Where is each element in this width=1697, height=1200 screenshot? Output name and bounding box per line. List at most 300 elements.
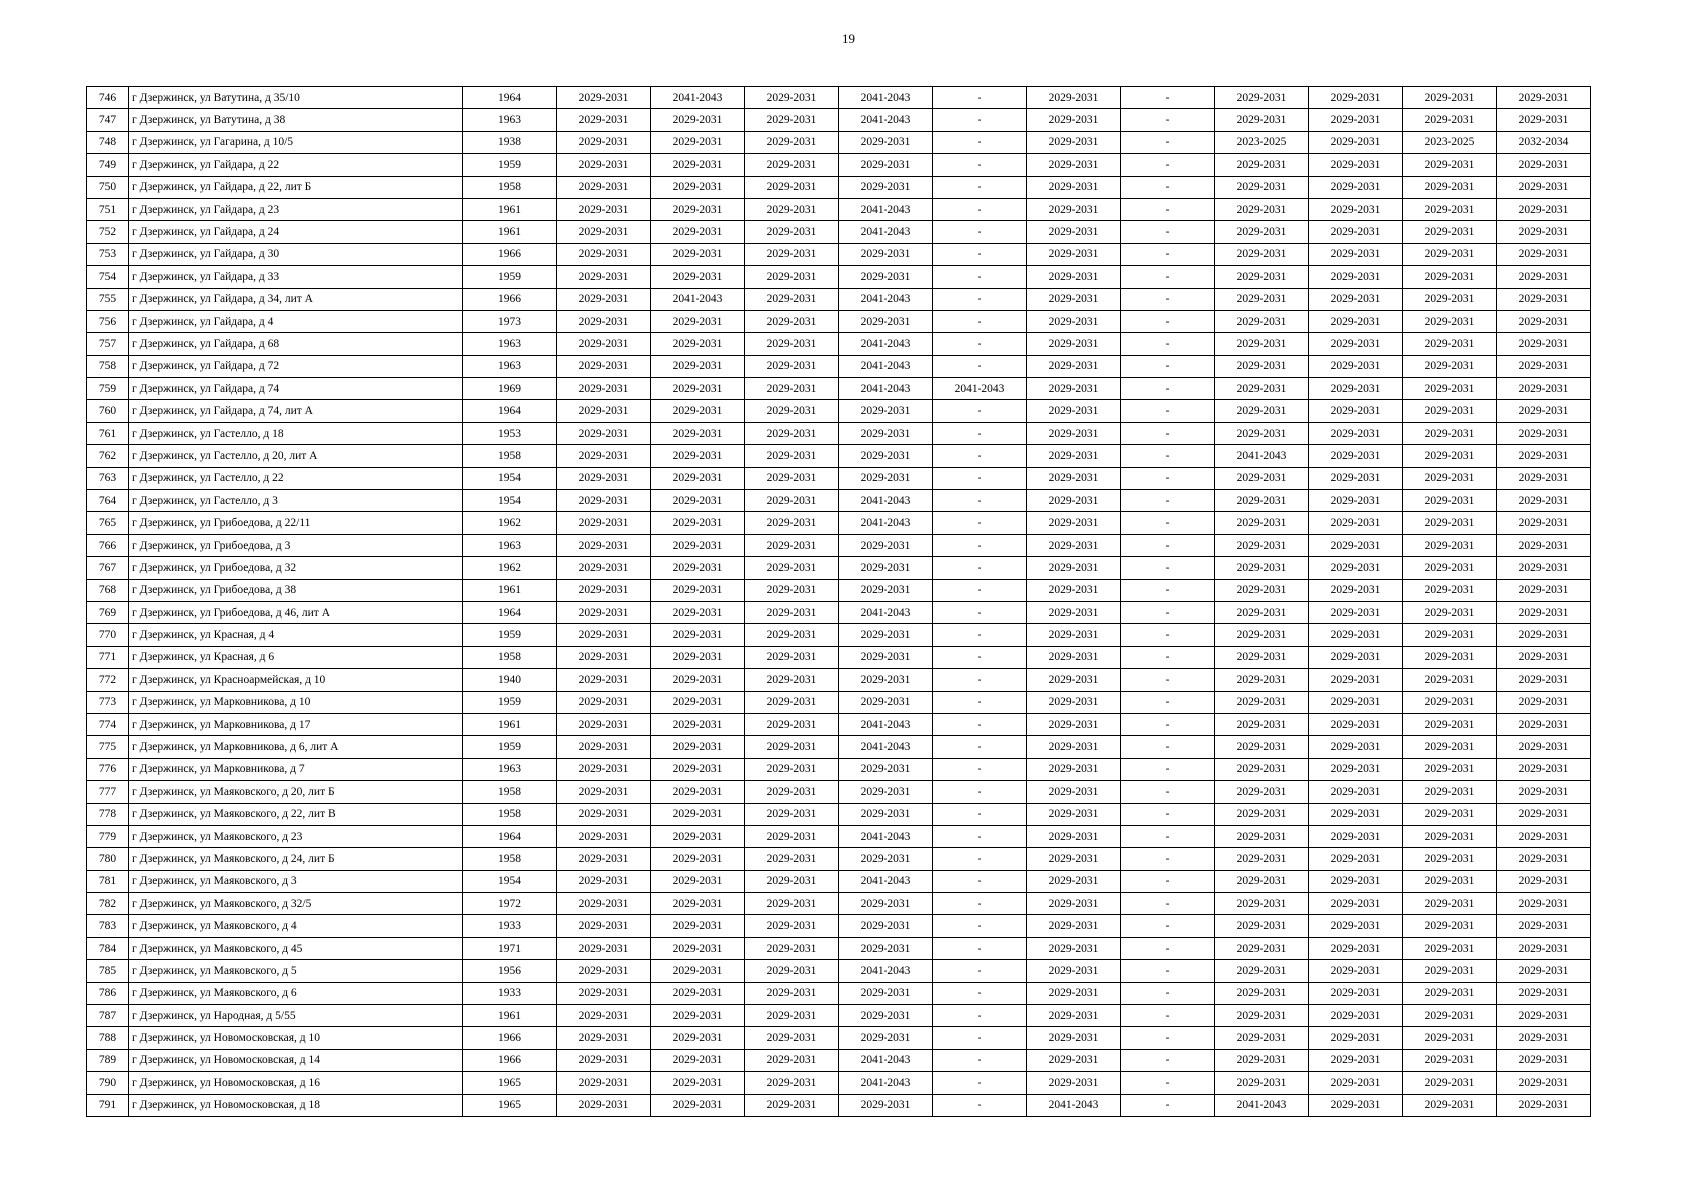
cell-col-4: 2029-2031 <box>557 893 651 915</box>
table-row <box>87 176 1591 198</box>
cell-col-9: 2029-2031 <box>1027 176 1121 198</box>
table-row <box>87 310 1591 332</box>
cell-col-8: - <box>933 109 1027 131</box>
cell-build-year: 1954 <box>463 870 557 892</box>
cell-col-8: - <box>933 288 1027 310</box>
registry-table <box>86 86 1591 1117</box>
cell-col-5: 2029-2031 <box>651 937 745 959</box>
cell-col-4: 2029-2031 <box>557 131 651 153</box>
cell-col-9: 2029-2031 <box>1027 1072 1121 1094</box>
cell-col-7: 2041-2043 <box>839 221 933 243</box>
cell-col-6: 2029-2031 <box>745 221 839 243</box>
cell-col-11: 2029-2031 <box>1215 915 1309 937</box>
cell-col-8: - <box>933 937 1027 959</box>
cell-col-10: - <box>1121 221 1215 243</box>
cell-col-11: 2029-2031 <box>1215 266 1309 288</box>
cell-col-14: 2029-2031 <box>1497 221 1591 243</box>
cell-col-7: 2041-2043 <box>839 825 933 847</box>
cell-col-12: 2029-2031 <box>1309 646 1403 668</box>
cell-col-4: 2029-2031 <box>557 467 651 489</box>
cell-build-year: 1958 <box>463 646 557 668</box>
cell-col-14: 2029-2031 <box>1497 915 1591 937</box>
cell-col-6: 2029-2031 <box>745 333 839 355</box>
cell-row-number: 770 <box>87 624 129 646</box>
cell-col-7: 2029-2031 <box>839 422 933 444</box>
cell-col-5: 2029-2031 <box>651 1049 745 1071</box>
cell-col-5: 2029-2031 <box>651 870 745 892</box>
cell-address: г Дзержинск, ул Народная, д 5/55 <box>129 1005 463 1027</box>
cell-col-4: 2029-2031 <box>557 937 651 959</box>
cell-col-5: 2029-2031 <box>651 601 745 623</box>
cell-address: г Дзержинск, ул Гайдара, д 68 <box>129 333 463 355</box>
cell-col-7: 2029-2031 <box>839 400 933 422</box>
cell-col-8: - <box>933 669 1027 691</box>
cell-col-7: 2029-2031 <box>839 893 933 915</box>
cell-col-5: 2029-2031 <box>651 221 745 243</box>
cell-col-8: - <box>933 960 1027 982</box>
cell-row-number: 774 <box>87 713 129 735</box>
cell-col-5: 2029-2031 <box>651 893 745 915</box>
cell-col-10: - <box>1121 1027 1215 1049</box>
cell-col-4: 2029-2031 <box>557 1049 651 1071</box>
cell-build-year: 1954 <box>463 467 557 489</box>
cell-col-6: 2029-2031 <box>745 758 839 780</box>
cell-col-7: 2041-2043 <box>839 109 933 131</box>
cell-row-number: 769 <box>87 601 129 623</box>
cell-row-number: 765 <box>87 512 129 534</box>
cell-col-8: - <box>933 1094 1027 1116</box>
cell-col-12: 2029-2031 <box>1309 803 1403 825</box>
table-row <box>87 333 1591 355</box>
cell-col-10: - <box>1121 534 1215 556</box>
cell-col-7: 2029-2031 <box>839 937 933 959</box>
cell-col-8: - <box>933 176 1027 198</box>
cell-col-7: 2041-2043 <box>839 512 933 534</box>
cell-col-7: 2029-2031 <box>839 176 933 198</box>
cell-col-13: 2029-2031 <box>1403 1027 1497 1049</box>
cell-col-8: - <box>933 601 1027 623</box>
cell-col-12: 2029-2031 <box>1309 1027 1403 1049</box>
cell-col-9: 2029-2031 <box>1027 266 1121 288</box>
cell-col-12: 2029-2031 <box>1309 669 1403 691</box>
cell-build-year: 1962 <box>463 512 557 534</box>
cell-col-9: 2029-2031 <box>1027 982 1121 1004</box>
cell-col-12: 2029-2031 <box>1309 601 1403 623</box>
cell-col-5: 2029-2031 <box>651 154 745 176</box>
cell-col-10: - <box>1121 378 1215 400</box>
cell-col-6: 2029-2031 <box>745 669 839 691</box>
cell-build-year: 1971 <box>463 937 557 959</box>
table-row <box>87 579 1591 601</box>
cell-row-number: 762 <box>87 445 129 467</box>
cell-build-year: 1959 <box>463 624 557 646</box>
cell-col-4: 2029-2031 <box>557 1072 651 1094</box>
cell-col-6: 2029-2031 <box>745 915 839 937</box>
cell-col-14: 2029-2031 <box>1497 1005 1591 1027</box>
cell-col-9: 2029-2031 <box>1027 736 1121 758</box>
cell-col-7: 2029-2031 <box>839 624 933 646</box>
cell-col-12: 2029-2031 <box>1309 781 1403 803</box>
cell-address: г Дзержинск, ул Марковникова, д 6, лит А <box>129 736 463 758</box>
cell-col-9: 2029-2031 <box>1027 713 1121 735</box>
cell-build-year: 1933 <box>463 915 557 937</box>
cell-col-5: 2029-2031 <box>651 131 745 153</box>
cell-col-8: - <box>933 825 1027 847</box>
cell-col-5: 2029-2031 <box>651 512 745 534</box>
cell-build-year: 1958 <box>463 445 557 467</box>
cell-col-6: 2029-2031 <box>745 1005 839 1027</box>
cell-build-year: 1959 <box>463 266 557 288</box>
cell-col-12: 2029-2031 <box>1309 333 1403 355</box>
cell-col-10: - <box>1121 355 1215 377</box>
cell-build-year: 1966 <box>463 1049 557 1071</box>
cell-col-14: 2029-2031 <box>1497 1072 1591 1094</box>
cell-col-7: 2029-2031 <box>839 154 933 176</box>
cell-col-10: - <box>1121 579 1215 601</box>
cell-build-year: 1961 <box>463 198 557 220</box>
cell-col-9: 2029-2031 <box>1027 1049 1121 1071</box>
table-row <box>87 557 1591 579</box>
cell-col-11: 2029-2031 <box>1215 781 1309 803</box>
cell-col-8: - <box>933 893 1027 915</box>
cell-col-5: 2029-2031 <box>651 445 745 467</box>
cell-col-5: 2029-2031 <box>651 557 745 579</box>
table-row <box>87 131 1591 153</box>
cell-col-4: 2029-2031 <box>557 422 651 444</box>
cell-col-10: - <box>1121 1094 1215 1116</box>
cell-col-14: 2029-2031 <box>1497 870 1591 892</box>
cell-col-6: 2029-2031 <box>745 736 839 758</box>
table-row <box>87 288 1591 310</box>
cell-col-14: 2029-2031 <box>1497 713 1591 735</box>
cell-col-4: 2029-2031 <box>557 781 651 803</box>
cell-col-11: 2029-2031 <box>1215 221 1309 243</box>
cell-address: г Дзержинск, ул Новомосковская, д 18 <box>129 1094 463 1116</box>
cell-col-6: 2029-2031 <box>745 154 839 176</box>
table-row <box>87 960 1591 982</box>
cell-col-8: - <box>933 713 1027 735</box>
cell-col-5: 2029-2031 <box>651 355 745 377</box>
table-row <box>87 870 1591 892</box>
cell-col-5: 2029-2031 <box>651 422 745 444</box>
cell-address: г Дзержинск, ул Красноармейская, д 10 <box>129 669 463 691</box>
cell-row-number: 779 <box>87 825 129 847</box>
cell-col-6: 2029-2031 <box>745 467 839 489</box>
cell-col-8: - <box>933 534 1027 556</box>
cell-col-7: 2041-2043 <box>839 378 933 400</box>
table-row <box>87 781 1591 803</box>
cell-col-11: 2029-2031 <box>1215 1027 1309 1049</box>
cell-col-9: 2029-2031 <box>1027 534 1121 556</box>
cell-col-5: 2029-2031 <box>651 378 745 400</box>
cell-col-9: 2029-2031 <box>1027 669 1121 691</box>
cell-row-number: 768 <box>87 579 129 601</box>
cell-col-4: 2029-2031 <box>557 1094 651 1116</box>
cell-col-10: - <box>1121 154 1215 176</box>
cell-col-11: 2029-2031 <box>1215 803 1309 825</box>
cell-col-10: - <box>1121 490 1215 512</box>
cell-col-9: 2029-2031 <box>1027 467 1121 489</box>
cell-col-8: - <box>933 781 1027 803</box>
cell-col-8: - <box>933 1027 1027 1049</box>
cell-build-year: 1965 <box>463 1072 557 1094</box>
table-row <box>87 512 1591 534</box>
cell-col-8: - <box>933 691 1027 713</box>
table-row <box>87 736 1591 758</box>
cell-address: г Дзержинск, ул Грибоедова, д 46, лит А <box>129 601 463 623</box>
cell-address: г Дзержинск, ул Марковникова, д 7 <box>129 758 463 780</box>
cell-col-11: 2029-2031 <box>1215 893 1309 915</box>
cell-row-number: 764 <box>87 490 129 512</box>
cell-col-10: - <box>1121 601 1215 623</box>
cell-col-10: - <box>1121 825 1215 847</box>
cell-row-number: 754 <box>87 266 129 288</box>
cell-col-11: 2029-2031 <box>1215 736 1309 758</box>
table-row <box>87 445 1591 467</box>
cell-build-year: 1964 <box>463 400 557 422</box>
cell-col-8: - <box>933 333 1027 355</box>
cell-col-14: 2029-2031 <box>1497 1094 1591 1116</box>
cell-col-12: 2029-2031 <box>1309 579 1403 601</box>
cell-col-14: 2029-2031 <box>1497 960 1591 982</box>
cell-col-7: 2041-2043 <box>839 736 933 758</box>
cell-col-11: 2029-2031 <box>1215 490 1309 512</box>
cell-col-7: 2029-2031 <box>839 915 933 937</box>
cell-col-11: 2029-2031 <box>1215 1049 1309 1071</box>
cell-col-4: 2029-2031 <box>557 87 651 109</box>
cell-address: г Дзержинск, ул Маяковского, д 6 <box>129 982 463 1004</box>
cell-address: г Дзержинск, ул Гайдара, д 4 <box>129 310 463 332</box>
cell-col-14: 2029-2031 <box>1497 266 1591 288</box>
cell-address: г Дзержинск, ул Маяковского, д 22, лит В <box>129 803 463 825</box>
cell-col-5: 2029-2031 <box>651 176 745 198</box>
cell-col-10: - <box>1121 624 1215 646</box>
cell-col-6: 2029-2031 <box>745 1072 839 1094</box>
cell-col-9: 2029-2031 <box>1027 378 1121 400</box>
cell-address: г Дзержинск, ул Гайдара, д 24 <box>129 221 463 243</box>
cell-col-8: - <box>933 803 1027 825</box>
cell-col-11: 2023-2025 <box>1215 131 1309 153</box>
cell-col-13: 2029-2031 <box>1403 848 1497 870</box>
cell-col-12: 2029-2031 <box>1309 221 1403 243</box>
cell-row-number: 783 <box>87 915 129 937</box>
cell-col-5: 2029-2031 <box>651 1027 745 1049</box>
cell-col-11: 2029-2031 <box>1215 467 1309 489</box>
cell-col-13: 2029-2031 <box>1403 400 1497 422</box>
cell-build-year: 1963 <box>463 758 557 780</box>
cell-col-11: 2029-2031 <box>1215 176 1309 198</box>
cell-col-8: - <box>933 221 1027 243</box>
cell-col-13: 2029-2031 <box>1403 736 1497 758</box>
cell-address: г Дзержинск, ул Гайдара, д 74 <box>129 378 463 400</box>
cell-build-year: 1963 <box>463 534 557 556</box>
cell-col-5: 2029-2031 <box>651 534 745 556</box>
cell-col-11: 2029-2031 <box>1215 154 1309 176</box>
cell-col-9: 2029-2031 <box>1027 131 1121 153</box>
cell-build-year: 1966 <box>463 1027 557 1049</box>
cell-col-4: 2029-2031 <box>557 758 651 780</box>
cell-col-4: 2029-2031 <box>557 825 651 847</box>
cell-col-12: 2029-2031 <box>1309 1072 1403 1094</box>
cell-col-7: 2029-2031 <box>839 467 933 489</box>
table-row <box>87 691 1591 713</box>
table-row <box>87 937 1591 959</box>
cell-col-14: 2029-2031 <box>1497 310 1591 332</box>
cell-col-8: - <box>933 848 1027 870</box>
cell-address: г Дзержинск, ул Маяковского, д 24, лит Б <box>129 848 463 870</box>
cell-col-11: 2041-2043 <box>1215 445 1309 467</box>
cell-col-12: 2029-2031 <box>1309 937 1403 959</box>
cell-col-12: 2029-2031 <box>1309 893 1403 915</box>
cell-address: г Дзержинск, ул Гайдара, д 34, лит А <box>129 288 463 310</box>
cell-col-9: 2029-2031 <box>1027 355 1121 377</box>
cell-col-4: 2029-2031 <box>557 445 651 467</box>
cell-row-number: 763 <box>87 467 129 489</box>
cell-col-14: 2029-2031 <box>1497 109 1591 131</box>
cell-col-14: 2029-2031 <box>1497 333 1591 355</box>
cell-col-12: 2029-2031 <box>1309 176 1403 198</box>
cell-col-6: 2029-2031 <box>745 624 839 646</box>
cell-col-12: 2029-2031 <box>1309 870 1403 892</box>
cell-col-12: 2029-2031 <box>1309 310 1403 332</box>
cell-col-13: 2029-2031 <box>1403 154 1497 176</box>
cell-col-10: - <box>1121 713 1215 735</box>
cell-col-4: 2029-2031 <box>557 266 651 288</box>
cell-col-6: 2029-2031 <box>745 131 839 153</box>
cell-col-9: 2029-2031 <box>1027 937 1121 959</box>
cell-build-year: 1958 <box>463 781 557 803</box>
cell-col-8: - <box>933 355 1027 377</box>
cell-col-6: 2029-2031 <box>745 557 839 579</box>
cell-col-8: - <box>933 400 1027 422</box>
cell-col-5: 2029-2031 <box>651 982 745 1004</box>
cell-col-9: 2029-2031 <box>1027 400 1121 422</box>
cell-address: г Дзержинск, ул Гастелло, д 3 <box>129 490 463 512</box>
cell-col-9: 2029-2031 <box>1027 691 1121 713</box>
cell-col-13: 2029-2031 <box>1403 310 1497 332</box>
cell-address: г Дзержинск, ул Новомосковская, д 16 <box>129 1072 463 1094</box>
cell-col-9: 2029-2031 <box>1027 490 1121 512</box>
cell-col-9: 2029-2031 <box>1027 848 1121 870</box>
cell-col-12: 2029-2031 <box>1309 960 1403 982</box>
cell-col-5: 2029-2031 <box>651 1072 745 1094</box>
cell-col-8: - <box>933 736 1027 758</box>
cell-col-7: 2041-2043 <box>839 1049 933 1071</box>
cell-col-14: 2029-2031 <box>1497 445 1591 467</box>
cell-col-11: 2029-2031 <box>1215 378 1309 400</box>
cell-col-14: 2029-2031 <box>1497 378 1591 400</box>
table-row <box>87 848 1591 870</box>
cell-col-12: 2029-2031 <box>1309 87 1403 109</box>
cell-col-11: 2029-2031 <box>1215 601 1309 623</box>
cell-row-number: 757 <box>87 333 129 355</box>
table-row <box>87 154 1591 176</box>
cell-col-5: 2029-2031 <box>651 310 745 332</box>
cell-col-11: 2029-2031 <box>1215 534 1309 556</box>
cell-row-number: 781 <box>87 870 129 892</box>
cell-address: г Дзержинск, ул Маяковского, д 45 <box>129 937 463 959</box>
cell-col-14: 2029-2031 <box>1497 893 1591 915</box>
cell-col-6: 2029-2031 <box>745 691 839 713</box>
cell-col-10: - <box>1121 915 1215 937</box>
cell-col-14: 2029-2031 <box>1497 243 1591 265</box>
cell-col-10: - <box>1121 557 1215 579</box>
cell-address: г Дзержинск, ул Маяковского, д 20, лит Б <box>129 781 463 803</box>
cell-col-12: 2029-2031 <box>1309 982 1403 1004</box>
cell-col-14: 2029-2031 <box>1497 87 1591 109</box>
cell-col-4: 2029-2031 <box>557 400 651 422</box>
cell-col-13: 2029-2031 <box>1403 355 1497 377</box>
cell-col-8: - <box>933 422 1027 444</box>
table-row <box>87 1005 1591 1027</box>
cell-col-5: 2029-2031 <box>651 691 745 713</box>
cell-col-14: 2029-2031 <box>1497 646 1591 668</box>
cell-col-6: 2029-2031 <box>745 870 839 892</box>
cell-address: г Дзержинск, ул Ватутина, д 35/10 <box>129 87 463 109</box>
cell-col-13: 2029-2031 <box>1403 557 1497 579</box>
cell-col-7: 2029-2031 <box>839 848 933 870</box>
cell-row-number: 778 <box>87 803 129 825</box>
cell-col-8: - <box>933 915 1027 937</box>
cell-build-year: 1958 <box>463 848 557 870</box>
table-row <box>87 534 1591 556</box>
cell-col-4: 2029-2031 <box>557 378 651 400</box>
cell-col-11: 2029-2031 <box>1215 87 1309 109</box>
cell-col-7: 2041-2043 <box>839 1072 933 1094</box>
cell-col-9: 2029-2031 <box>1027 310 1121 332</box>
cell-col-6: 2029-2031 <box>745 378 839 400</box>
cell-col-11: 2029-2031 <box>1215 1072 1309 1094</box>
cell-col-4: 2029-2031 <box>557 512 651 534</box>
cell-col-14: 2029-2031 <box>1497 848 1591 870</box>
cell-col-8: - <box>933 198 1027 220</box>
cell-col-13: 2029-2031 <box>1403 243 1497 265</box>
cell-col-5: 2029-2031 <box>651 669 745 691</box>
cell-col-9: 2029-2031 <box>1027 579 1121 601</box>
cell-col-4: 2029-2031 <box>557 355 651 377</box>
cell-col-6: 2029-2031 <box>745 1049 839 1071</box>
cell-col-6: 2029-2031 <box>745 355 839 377</box>
cell-col-11: 2029-2031 <box>1215 982 1309 1004</box>
cell-col-7: 2029-2031 <box>839 534 933 556</box>
cell-col-14: 2029-2031 <box>1497 579 1591 601</box>
cell-col-7: 2029-2031 <box>839 982 933 1004</box>
cell-col-5: 2029-2031 <box>651 758 745 780</box>
table-row <box>87 467 1591 489</box>
cell-col-9: 2029-2031 <box>1027 1027 1121 1049</box>
cell-col-5: 2029-2031 <box>651 624 745 646</box>
cell-col-4: 2029-2031 <box>557 579 651 601</box>
cell-build-year: 1938 <box>463 131 557 153</box>
cell-col-13: 2029-2031 <box>1403 781 1497 803</box>
cell-col-13: 2029-2031 <box>1403 534 1497 556</box>
cell-col-5: 2029-2031 <box>651 490 745 512</box>
cell-col-10: - <box>1121 131 1215 153</box>
cell-col-9: 2029-2031 <box>1027 333 1121 355</box>
cell-col-14: 2029-2031 <box>1497 534 1591 556</box>
cell-col-13: 2029-2031 <box>1403 490 1497 512</box>
cell-col-12: 2029-2031 <box>1309 355 1403 377</box>
cell-col-12: 2029-2031 <box>1309 131 1403 153</box>
cell-col-8: - <box>933 982 1027 1004</box>
cell-col-10: - <box>1121 445 1215 467</box>
cell-address: г Дзержинск, ул Гайдара, д 22, лит Б <box>129 176 463 198</box>
cell-col-9: 2041-2043 <box>1027 1094 1121 1116</box>
cell-col-8: - <box>933 579 1027 601</box>
cell-col-11: 2029-2031 <box>1215 624 1309 646</box>
cell-col-4: 2029-2031 <box>557 848 651 870</box>
cell-col-8: - <box>933 1049 1027 1071</box>
